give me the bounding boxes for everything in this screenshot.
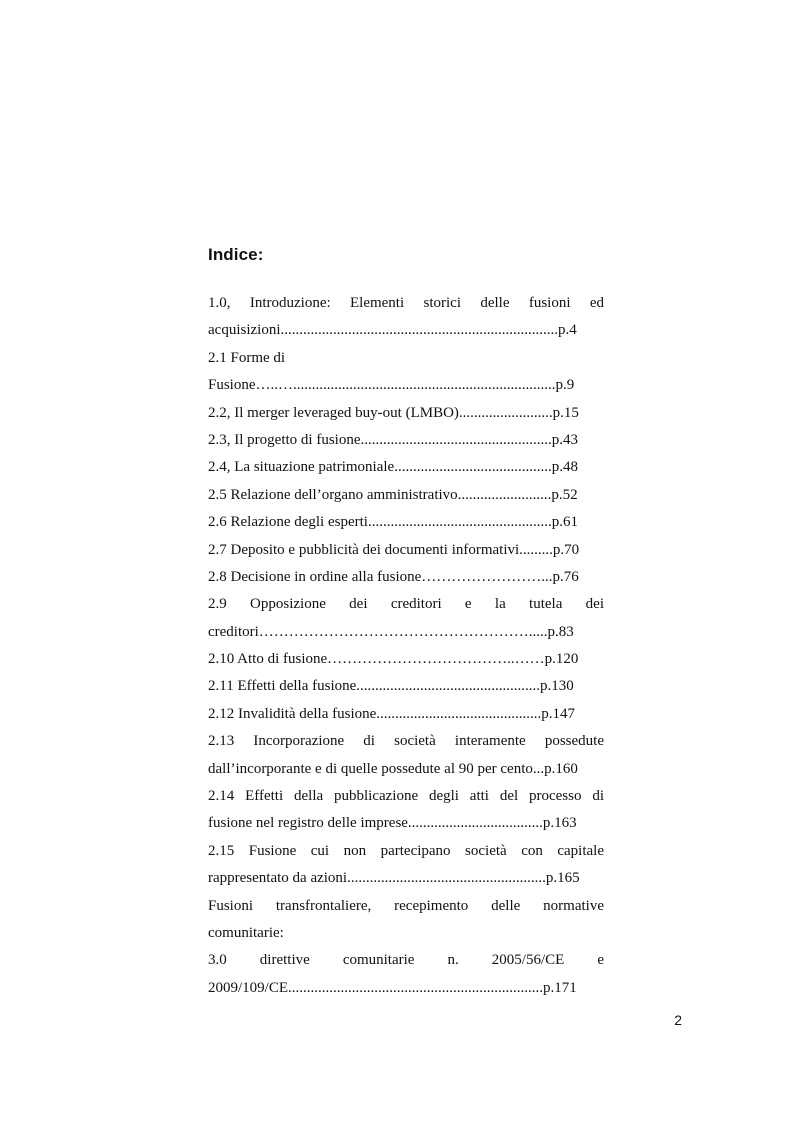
toc-entry-fusioni-transfrontaliere-line-2: comunitarie: xyxy=(208,924,284,941)
toc-entry-1-0-line-1: 1.0, Introduzione: Elementi storici delle fusioni ed xyxy=(208,295,604,311)
toc-entry-fusioni-transfrontaliere-line-1: Fusioni transfrontaliere, recepimento delle normative xyxy=(208,897,604,914)
toc-entry-1-0-line-2: acquisizioni..........................................................................p.4 xyxy=(208,322,577,339)
toc-entry-2-14-line-1: 2.14 Effetti della pubblicazione degli atti del processo di xyxy=(208,788,604,805)
toc-entry-2-14-line-2: fusione nel registro delle imprese....................................p.163 xyxy=(208,815,577,832)
toc-entry-2-1-line-2: Fusione…..…......................................................................p.9 xyxy=(208,377,575,394)
toc-entry-2-5: 2.5 Relazione dell’organo amministrativo.........................p.52 xyxy=(208,486,578,503)
toc-entry-2-8: 2.8 Decisione in ordine alla fusione……………………...p.76 xyxy=(208,568,579,585)
page-number: 2 xyxy=(674,1012,682,1028)
toc-entry-2-11: 2.11 Effetti della fusione.................................................p.130 xyxy=(208,678,574,695)
toc-entry-3-0-line-1: 3.0 direttive comunitarie n. 2005/56/CE e xyxy=(208,952,604,969)
toc-entry-2-15-line-2: rappresentato da azioni.....................................................p.165 xyxy=(208,870,580,887)
toc-entry-2-13-line-1: 2.13 Incorporazione di società interamente possedute xyxy=(208,733,604,750)
toc-entry-2-2: 2.2, Il merger leveraged buy-out (LMBO).........................p.15 xyxy=(208,404,579,421)
toc-entry-2-12: 2.12 Invalidità della fusione............................................p.147 xyxy=(208,705,576,722)
toc-entry-2-15-line-1: 2.15 Fusione cui non partecipano società con capitale xyxy=(208,842,604,859)
toc-entry-2-9-line-2: creditori……………………………………………….....p.83 xyxy=(208,623,574,640)
index-heading: Indice: xyxy=(208,245,264,264)
toc-entry-2-6: 2.6 Relazione degli esperti.................................................p.61 xyxy=(208,514,578,531)
toc-entry-2-9-line-1: 2.9 Opposizione dei creditori e la tutela dei xyxy=(208,596,604,613)
toc-entry-2-4: 2.4, La situazione patrimoniale..........................................p.48 xyxy=(208,459,578,476)
toc-entry-2-1-line-1: 2.1 Forme di xyxy=(208,349,286,366)
toc-entry-3-0-line-2: 2009/109/CE....................................................................p.171 xyxy=(208,979,577,996)
toc-entry-2-7: 2.7 Deposito e pubblicità dei documenti informativi.........p.70 xyxy=(208,541,580,558)
toc-entry-2-13-line-2: dall’incorporante e di quelle possedute al 90 per cento...p.160 xyxy=(208,760,578,777)
toc-entry-2-10: 2.10 Atto di fusione………………………………..……p.120 xyxy=(208,651,579,668)
toc-entry-2-3: 2.3, Il progetto di fusione...................................................p.43 xyxy=(208,431,578,448)
table-of-contents xyxy=(208,290,604,1002)
